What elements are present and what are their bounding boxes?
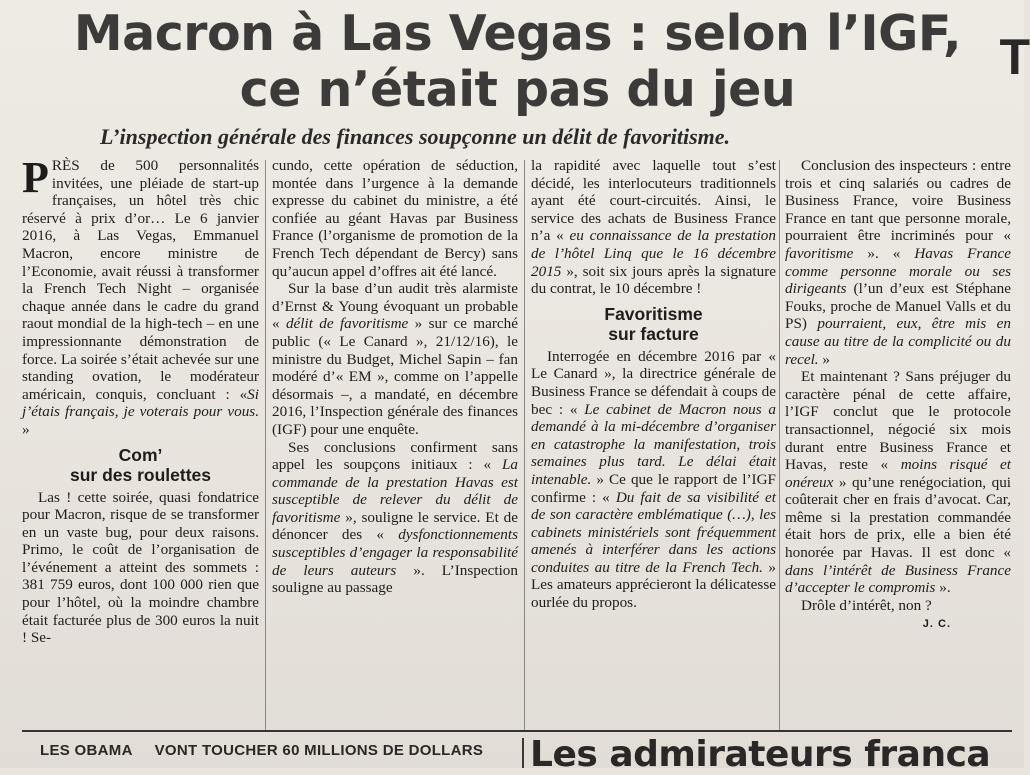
next-article-headline-left: LES OBAMA VONT TOUCHER 60 MILLIONS DE DOLLARS bbox=[40, 742, 484, 759]
subheading-favoritisme-sur-facture: Favoritisme sur facture bbox=[604, 303, 703, 344]
paragraph: Conclusion des inspecteurs : entre trois et cinq salariés ou cadres de Business France, voire Business France en tant que personne morale, pourraient être incriminés pour « favoritisme ». « Havas France comme personne morale ou ses dirigeants (l’un d’eux est Stéphane Fouks, proche de Manuel Valls et du PS) pourraient, eux, être mis en cause au titre de la complicité ou du recel. » bbox=[785, 157, 1012, 368]
closing-line: Drôle d’intérêt, non ? bbox=[801, 596, 932, 614]
paragraph: Et maintenant ? Sans préjuger du caractère pénal de cette affaire, l’IGF conclut que le protocole transactionnel, négocié six mois durant entre Business France et Havas, reste « moins risqué et onéreux » qu’une renégociation, qui coûterait cher en frais d’avocat. Car, même si la prestation commandée était hors de prix, elle a bien été honorée par Havas. Il est donc « dans l’intérêt de Business France d’accepter le compromis ». bbox=[785, 368, 1012, 597]
paragraph: Las ! cette soirée, quasi fondatrice pour Macron, risque de se transformer en un vaste bug, pour deux raisons. Primo, le coût de l’organisation de l’événement a atteint des sommets : 381 759 euros, dont 100 000 rien que pour l’hôtel, où la moindre chambre était facturée plus de 300 euros la nuit ! Se- bbox=[22, 488, 259, 647]
paragraph: Ses conclusions confirment sans appel les soupçons initiaux : « La commande de la prestation Havas est susceptible de relever du délit de favoritisme », souligne le service. Et de dénoncer des « dysfonctionnements susceptibles d’engager la responsabilité de leurs auteurs ». L’Inspection souligne au passage bbox=[272, 438, 519, 597]
deck-subtitle: L’inspection générale des finances soupçonne un délit de favoritisme. bbox=[100, 124, 731, 149]
article-column-3 bbox=[531, 157, 776, 612]
author-signature: J. C. bbox=[922, 618, 951, 631]
adjacent-article-edge-letter: T bbox=[999, 29, 1030, 85]
article-column-2 bbox=[272, 157, 518, 597]
paragraph: cundo, cette opération de séduction, montée dans l’urgence à la demande expresse du cabinet du ministre, a été confiée au géant Havas par Business France (l’organisme de promotion de la French Tech dépendant de Bercy) sans qu’aucun appel d’offres ait été lancé. bbox=[272, 157, 518, 280]
headline-line-1: Macron à Las Vegas : selon l’IGF, bbox=[73, 5, 962, 62]
paragraph: Sur la base d’un audit très alarmiste d’Ernst & Young évoquant un probable « délit de favoritisme » sur ce marché public (« Le Canard », 21/12/16), le ministre du Budget, Michel Sapin – fan modéré d’« EM », comme on l’appelle désormais –, a mandaté, en décembre 2016, l’Inspection générale des finances (IGF) pour une enquête. bbox=[272, 280, 518, 438]
column-rule bbox=[779, 160, 780, 730]
column-rule bbox=[524, 160, 525, 730]
paragraph: la rapidité avec laquelle tout s’est décidé, les interlocuteurs traditionnels ayant été court-circuités. Ainsi, le service des achats de Business France n’a « eu connaissance de la prestation de l’hôtel Linq que le 16 décembre 2015 », soit six jours après la signature du contrat, le 10 décembre ! bbox=[531, 157, 777, 298]
headline-line-2: ce n’était pas du jeu bbox=[239, 61, 796, 118]
article-column-4 bbox=[785, 157, 1011, 634]
drop-cap: P bbox=[22, 153, 49, 202]
subheading-com-sur-des-roulettes: Com’ sur des roulettes bbox=[69, 444, 212, 485]
headline bbox=[40, 6, 995, 118]
paragraph: PRÈS de 500 personnalités invitées, une pléiade de start-up françaises, un hôtel très chic réservé à prix d’or… Le 6 janvier 2016, à Las Vegas, Emmanuel Macron, encore ministre de l’Economie, avait réussi à transformer la French Tech Night – organisée chaque année dans le cadre du grand raout mondial de la high-tech – en une impressionnante démonstration de force. La soirée s’était achevée sur une standing ovation, le modérateur américain, conquis, concluant : «Si j’étais français, je voterais pour vous. » bbox=[22, 153, 259, 438]
paragraph: Interrogée en décembre 2016 par « Le Canard », la directrice générale de Business France se défendait à coups de bec : « Le cabinet de Macron nous a demandé à la mi-décembre d’organiser en catastrophe la manifestation, trois semaines plus tard. Le délai était intenable. » Ce que le rapport de l’IGF confirme : « Du fait de sa visibilité et de son caractère emblématique (…), les cabinets ministériels sont fréquemment amenés à interférer dans les actions conduites au titre de la French Tech. » Les amateurs apprécieront la délicatesse ourlée du propos. bbox=[531, 347, 777, 612]
next-article-headline-right: Les admirateurs franca bbox=[530, 734, 991, 775]
column-rule bbox=[265, 160, 266, 730]
article-column-1 bbox=[22, 153, 259, 647]
bottom-column-separator bbox=[522, 738, 524, 768]
bottom-rule bbox=[22, 730, 1012, 732]
